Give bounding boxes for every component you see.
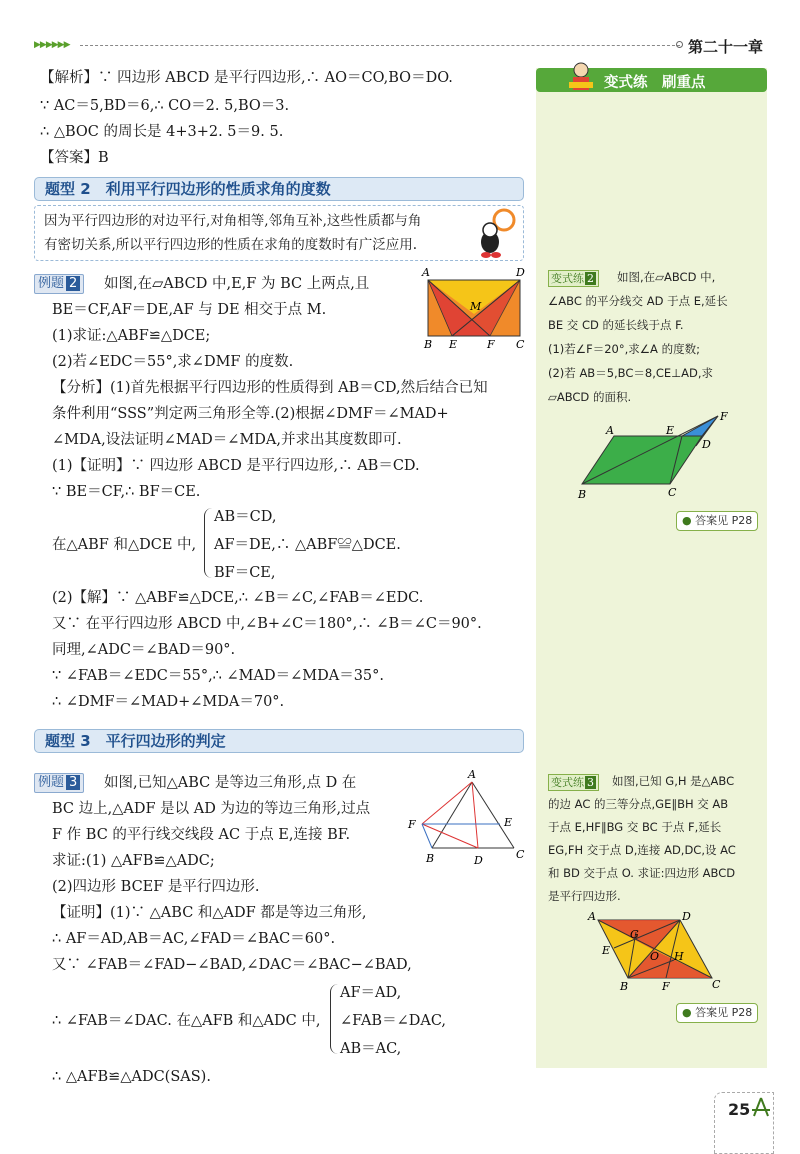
example3-tag: 例题 3 <box>34 773 84 793</box>
svg-text:E: E <box>449 338 458 351</box>
svg-text:B: B <box>424 338 433 351</box>
example2-line: (1)求证:△ABF≌△DCE; <box>52 328 211 344</box>
example2-line: (2)若∠EDC＝55°,求∠DMF 的度数. <box>52 354 294 370</box>
svg-text:C: C <box>668 486 677 499</box>
system-line: AB＝CD, <box>214 509 277 525</box>
example2-line: ∵ BE＝CF,∴ BF＝CE. <box>52 484 201 500</box>
example2-tag: 例题 2 <box>34 274 84 294</box>
svg-text:F: F <box>487 338 495 351</box>
sidebar-ex3-line: 如图,已知 G,H 是△ABC <box>612 774 735 788</box>
svg-text:D: D <box>474 854 483 867</box>
sidebar-ex3-tag: 变式练 3 <box>548 774 599 791</box>
student-icon <box>566 60 596 92</box>
solution-line: 【解析】∵ 四边形 ABCD 是平行四边形,∴ AO＝CO,BO＝DO. <box>40 70 453 86</box>
intro-line: 有密切关系,所以平行四边形的性质在求角的度数时有广泛应用. <box>44 237 418 253</box>
svg-text:E: E <box>504 816 513 829</box>
chapter-title: 第二十一章 <box>688 38 764 56</box>
system-brace <box>330 984 338 1054</box>
intro-line: 因为平行四边形的对边平行,对角相等,邻角互补,这些性质都与角 <box>44 213 422 229</box>
sidebar-ex3-line: 和 BD 交于点 O. 求证:四边形 ABCD <box>548 866 736 880</box>
answer-link[interactable]: ● 答案见 P28 <box>676 1003 758 1023</box>
section-title: 题型 3 平行四边形的判定 <box>34 729 524 753</box>
header-dots: ▶▶▶▶▶▶ <box>34 40 70 50</box>
system-line: AF＝AD, <box>340 985 402 1001</box>
svg-text:D: D <box>702 438 711 451</box>
example2-line: 条件利用“SSS”判定两三角形全等.(2)根据∠DMF＝∠MAD+ <box>52 406 449 422</box>
example2-line: ∵ ∠FAB＝∠EDC＝55°,∴ ∠MAD＝∠MDA＝35°. <box>52 668 385 684</box>
sidebar-ex3-line: 是平行四边形. <box>548 889 621 903</box>
svg-text:A: A <box>588 910 596 923</box>
example2-line: 如图,在▱ABCD 中,E,F 为 BC 上两点,且 <box>104 276 370 292</box>
example3-line: F 作 BC 的平行线交线段 AC 于点 E,连接 BF. <box>52 827 351 843</box>
sidebar-ex2-tag: 变式练 2 <box>548 270 599 287</box>
svg-text:F: F <box>408 818 416 831</box>
example3-figure <box>404 768 530 874</box>
sidebar-ex2-line: 如图,在▱ABCD 中, <box>617 270 716 284</box>
example2-line: 【分析】(1)首先根据平行四边形的性质得到 AB＝CD,然后结合已知 <box>52 380 488 396</box>
example2-line: 同理,∠ADC＝∠BAD＝90°. <box>52 642 236 658</box>
ruler-compass-icon <box>750 1096 772 1118</box>
svg-text:C: C <box>712 978 721 991</box>
example3-line: 如图,已知△ABC 是等边三角形,点 D 在 <box>104 775 357 791</box>
sidebar-ex2-line: ∠ABC 的平分线交 AD 于点 E,延长 <box>548 294 728 308</box>
hint-icon: ● <box>682 514 692 527</box>
svg-text:G: G <box>630 928 639 941</box>
svg-text:F: F <box>662 980 670 993</box>
svg-text:M: M <box>470 300 482 313</box>
sidebar-ex3-line: EG,FH 交于点 D,连接 AD,DC,设 AC <box>548 843 736 857</box>
example3-system-prefix: ∴ ∠FAB＝∠DAC. 在△AFB 和△ADC 中, <box>52 1013 321 1029</box>
sidebar-ex2-line: (1)若∠F＝20°,求∠A 的度数; <box>548 342 700 356</box>
system-brace <box>204 508 212 578</box>
example3-line: 【证明】(1)∵ △ABC 和△ADF 都是等边三角形, <box>52 905 367 921</box>
svg-text:D: D <box>516 266 525 279</box>
svg-text:F: F <box>720 410 728 423</box>
page-number: 25 <box>728 1100 751 1119</box>
system-line: AB＝AC, <box>340 1041 402 1057</box>
sidebar-ex2-line: (2)若 AB＝5,BC＝8,CE⊥AD,求 <box>548 366 714 380</box>
sidebar-ex3-line: 的边 AC 的三等分点,GE∥BH 交 AB <box>548 797 729 811</box>
svg-text:B: B <box>426 852 435 865</box>
solution-line: ∵ AC＝5,BD＝6,∴ CO＝2. 5,BO＝3. <box>40 98 290 114</box>
svg-text:B: B <box>578 488 587 501</box>
svg-text:H: H <box>674 950 684 963</box>
example3-line: BC 边上,△ADF 是以 AD 为边的等边三角形,过点 <box>52 801 371 817</box>
mascot-icon <box>472 206 522 262</box>
example2-line: (2)【解】∵ △ABF≌△DCE,∴ ∠B＝∠C,∠FAB＝∠EDC. <box>52 590 424 606</box>
sidebar-ex2-figure <box>574 408 734 504</box>
example2-system-prefix: 在△ABF 和△DCE 中, <box>52 537 197 553</box>
example2-line: (1)【证明】∵ 四边形 ABCD 是平行四边形,∴ AB＝CD. <box>52 458 420 474</box>
svg-text:A: A <box>606 424 614 437</box>
svg-text:B: B <box>620 980 629 993</box>
solution-line: ∴ △BOC 的周长是 4+3+2. 5＝9. 5. <box>40 124 284 140</box>
svg-text:C: C <box>516 848 525 861</box>
answer-link[interactable]: ● 答案见 P28 <box>676 511 758 531</box>
example3-line: 又∵ ∠FAB＝∠FAD−∠BAD,∠DAC＝∠BAC−∠BAD, <box>52 957 412 973</box>
svg-text:D: D <box>682 910 691 923</box>
system-line: BF＝CE, <box>214 565 276 581</box>
svg-text:C: C <box>516 338 525 351</box>
sidebar-banner-title: 变式练 刷重点 <box>604 75 706 91</box>
example3-line: (2)四边形 BCEF 是平行四边形. <box>52 879 260 895</box>
hint-icon: ● <box>682 1006 692 1019</box>
sidebar-ex3-line: 于点 E,HF∥BG 交 BC 于点 F,延长 <box>548 820 722 834</box>
section-title: 题型 2 利用平行四边形的性质求角的度数 <box>34 177 524 201</box>
example2-line: ∴ ∠DMF＝∠MAD+∠MDA＝70°. <box>52 694 285 710</box>
system-line: AF＝DE,∴ △ABF≌△DCE. <box>214 537 401 553</box>
system-line: ∠FAB＝∠DAC, <box>340 1013 447 1029</box>
example3-line: ∴ AF＝AD,AB＝AC,∠FAD＝∠BAC＝60°. <box>52 931 336 947</box>
example2-figure <box>418 266 528 352</box>
sidebar-ex2-line: ▱ABCD 的面积. <box>548 390 632 404</box>
svg-text:E: E <box>602 944 611 957</box>
header-rule <box>80 45 680 46</box>
example2-line: 又∵ 在平行四边形 ABCD 中,∠B+∠C＝180°,∴ ∠B＝∠C＝90°. <box>52 616 482 632</box>
example3-line: 求证:(1) △AFB≌△ADC; <box>52 853 215 869</box>
svg-text:A: A <box>468 768 476 781</box>
example2-line: ∠MDA,设法证明∠MAD＝∠MDA,并求出其度数即可. <box>52 432 402 448</box>
sidebar-ex3-figure <box>584 910 730 994</box>
sidebar-ex2-line: BE 交 CD 的延长线于点 F. <box>548 318 684 332</box>
header-rule-end <box>676 41 683 48</box>
svg-text:O: O <box>650 950 660 963</box>
answer-line: 【答案】B <box>40 150 109 166</box>
example2-line: BE＝CF,AF＝DE,AF 与 DE 相交于点 M. <box>52 302 327 318</box>
example3-line: ∴ △AFB≌△ADC(SAS). <box>52 1069 211 1085</box>
svg-text:A: A <box>422 266 430 279</box>
svg-text:E: E <box>666 424 675 437</box>
